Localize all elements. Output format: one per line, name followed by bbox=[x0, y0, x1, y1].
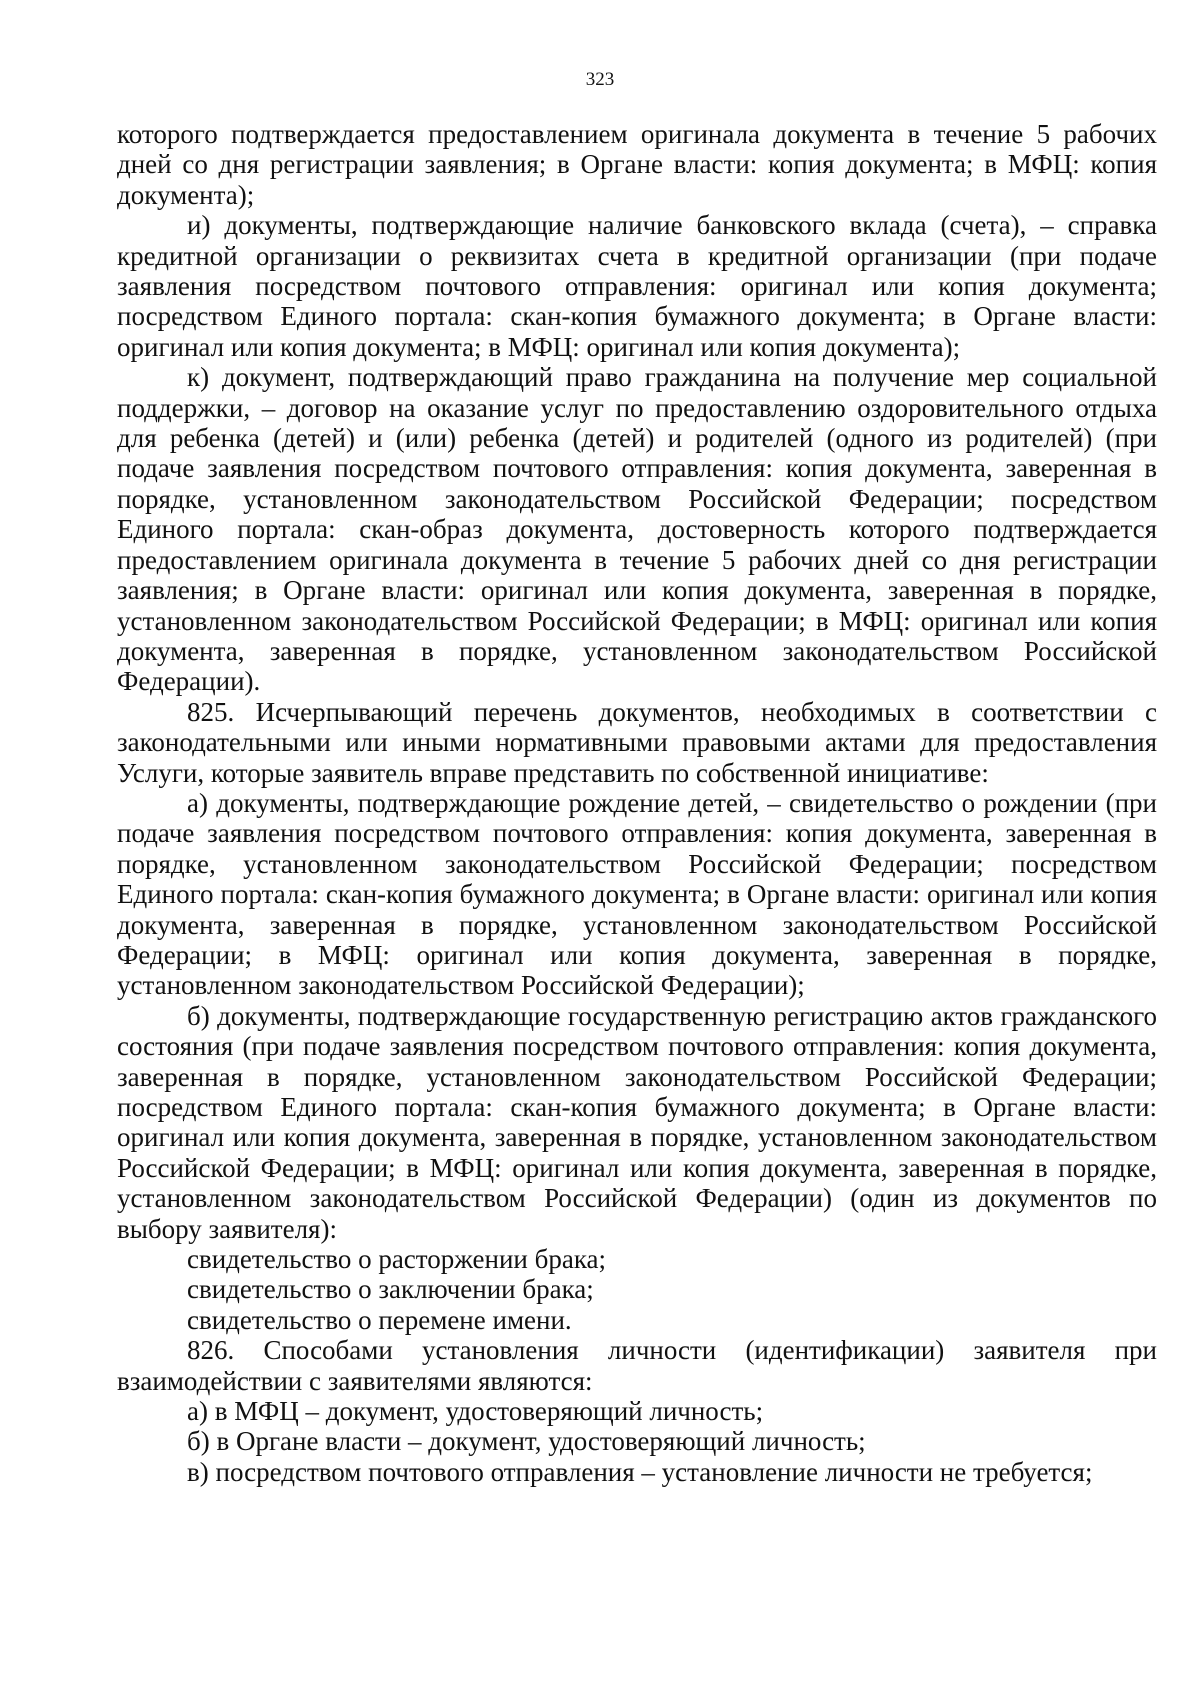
list-line-postal-identity: в) посредством почтового отправления – установление личности не требуется; bbox=[187, 1456, 1093, 1487]
paragraph-continuation: которого подтверждается предоставлением оригинала документа в течение 5 рабочих дней со дня регистрации заявления; в Органе власти: копия документа; в МФЦ: копия документа); bbox=[117, 119, 1157, 210]
list-line-mfc-identity: а) в МФЦ – документ, удостоверяющий личность; bbox=[187, 1396, 764, 1427]
list-line-authority-identity: б) в Органе власти – документ, удостоверяющий личность; bbox=[187, 1426, 866, 1457]
paragraph-825: 825. Исчерпывающий перечень документов, необходимых в соответствии с законодательными или иными нормативными правовыми актами для предоставления Услуги, которые заявитель вправе представить по собственной инициативе: bbox=[117, 696, 1157, 788]
paragraph-item-b-civil-registration: б) документы, подтверждающие государственную регистрацию актов гражданского состояния (при подаче заявления посредством почтового отправления: копия документа, заверенная в порядке, установленном законодательством Российской Федерации; посредством Единого портала: скан-копия бумажного документа; в Органе власти: оригинал или копия документа, заверенная в порядке, установленном законодательством Российской Федерации; в МФЦ: оригинал или копия документа, заверенная в порядке, установленном законодательством Российской Федерации) (один из документов по выбору заявителя): bbox=[117, 1000, 1157, 1244]
paragraph-item-k-social-support: к) документ, подтверждающий право гражданина на получение мер социальной поддержки, – договор на оказание услуг по предоставлению оздоровительного отдыха для ребенка (детей) и (или) ребенка (детей) и родителей (одного из родителей) (при подаче заявления посредством почтового отправления: копия документа, заверенная в порядке, установленном законодательством Российской Федерации; посредством Единого портала: скан-образ документа, достоверность которого подтверждается предоставлением оригинала документа в течение 5 рабочих дней со дня регистрации заявления; в Органе власти: оригинал или копия документа, заверенная в порядке, установленном законодательством Российской Федерации; в МФЦ: оригинал или копия документа, заверенная в порядке, установленном законодательством Российской Федерации). bbox=[117, 362, 1157, 697]
paragraph-item-i-bank-account: и) документы, подтверждающие наличие банковского вклада (счета), – справка кредитной организации о реквизитах счета в кредитной организации (при подаче заявления посредством почтового отправления: оригинал или копия документа; посредством Единого портала: скан-копия бумажного документа; в Органе власти: оригинал или копия документа; в МФЦ: оригинал или копия документа); bbox=[117, 210, 1157, 362]
list-line-marriage-certificate: свидетельство о заключении брака; bbox=[187, 1274, 594, 1305]
document-body bbox=[117, 119, 1157, 1487]
list-line-name-change-certificate: свидетельство о перемене имени. bbox=[187, 1304, 572, 1335]
list-line-divorce-certificate: свидетельство о расторжении брака; bbox=[187, 1244, 607, 1275]
page-number: 323 bbox=[585, 69, 615, 90]
paragraph-826: 826. Способами установления личности (идентификации) заявителя при взаимодействии с заявителями являются: bbox=[117, 1335, 1157, 1396]
paragraph-item-a-birth-certificate: а) документы, подтверждающие рождение детей, – свидетельство о рождении (при подаче заявления посредством почтового отправления: копия документа, заверенная в порядке, установленном законодательством Российской Федерации; посредством Единого портала: скан-копия бумажного документа; в Органе власти: оригинал или копия документа, заверенная в порядке, установленном законодательством Российской Федерации; в МФЦ: оригинал или копия документа, заверенная в порядке, установленном законодательством Российской Федерации); bbox=[117, 787, 1157, 1001]
